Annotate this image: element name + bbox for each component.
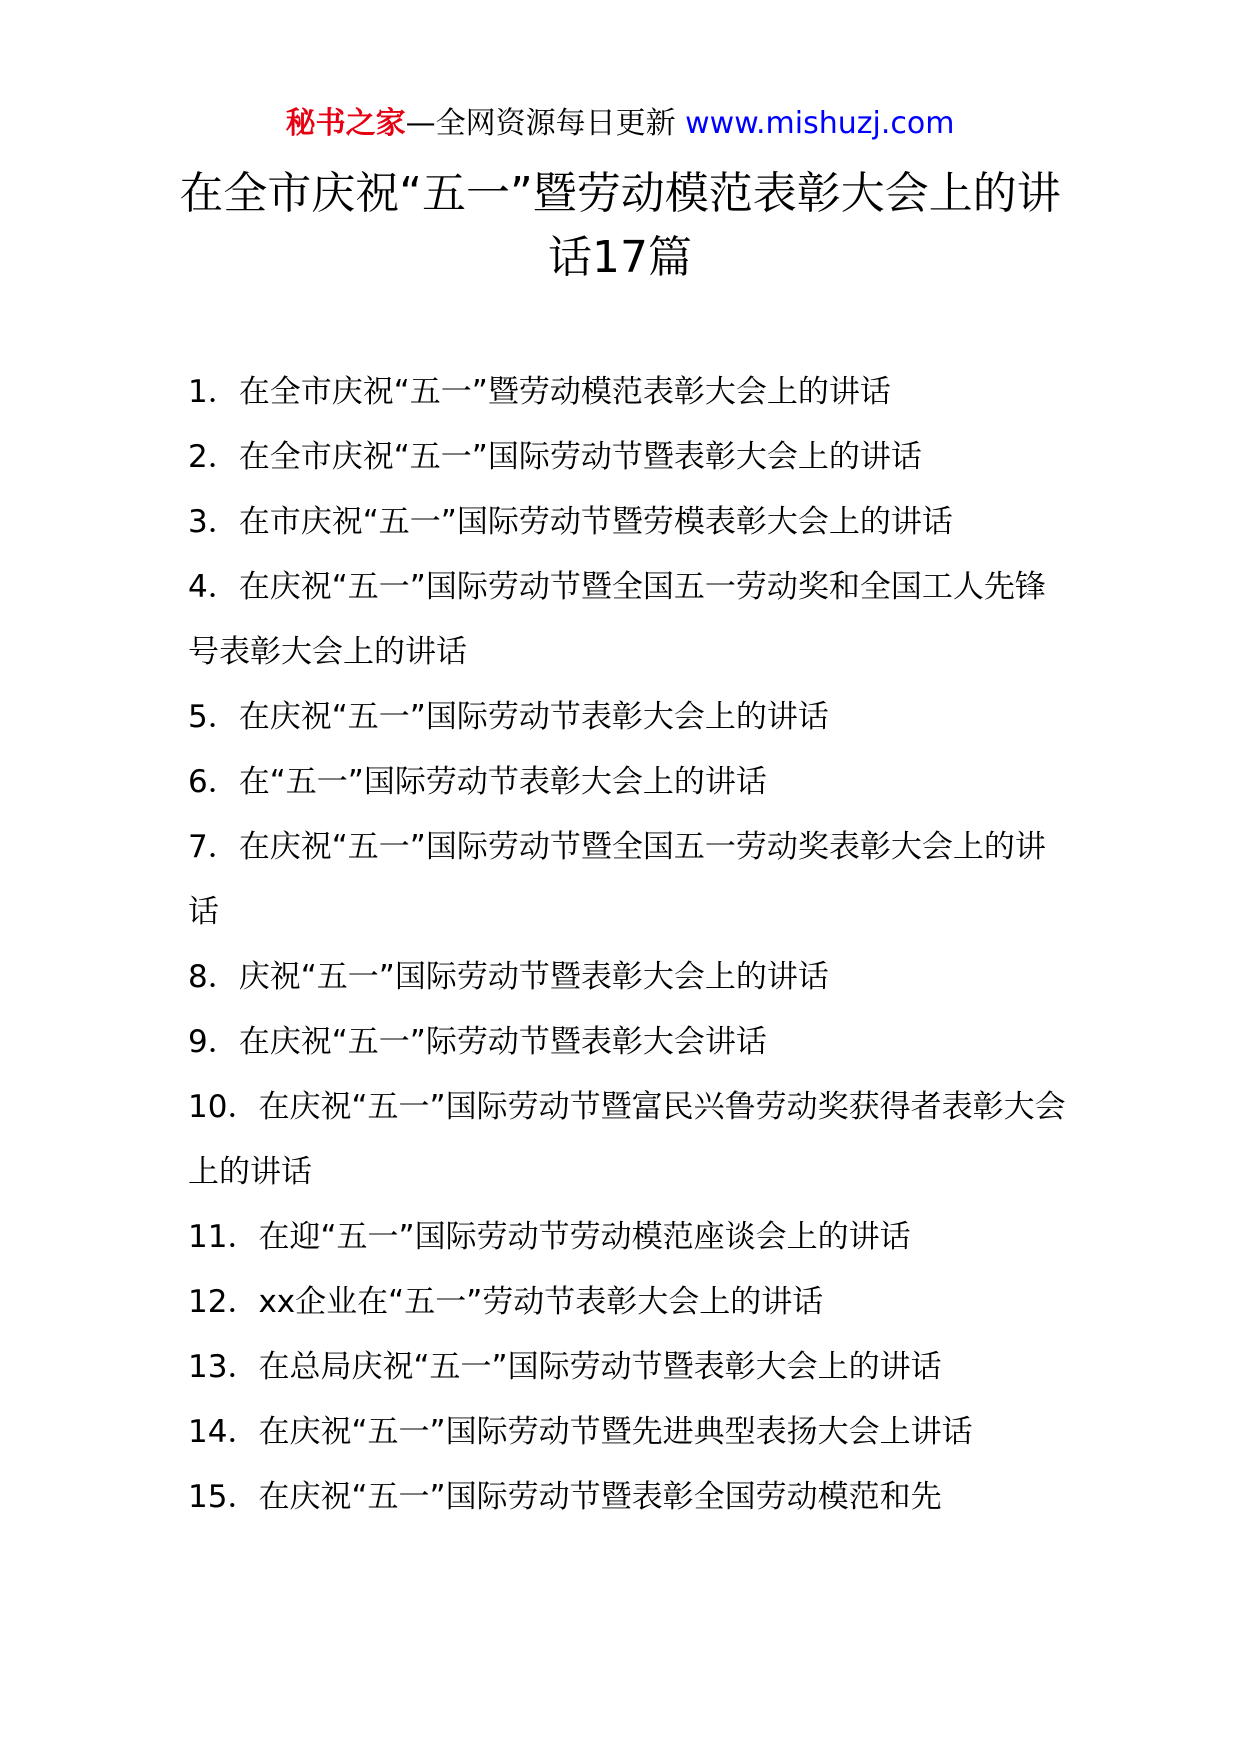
toc-item: 2．在全市庆祝“五一”国际劳动节暨表彰大会上的讲话 bbox=[188, 439, 922, 475]
toc-item: 10．在庆祝“五一”国际劳动节暨富民兴鲁劳动奖获得者表彰大会上的讲话 bbox=[188, 1089, 1066, 1190]
toc-item: 3．在市庆祝“五一”国际劳动节暨劳模表彰大会上的讲话 bbox=[188, 504, 953, 540]
toc-item: 14．在庆祝“五一”国际劳动节暨先进典型表扬大会上讲话 bbox=[188, 1414, 973, 1450]
toc-item: 6．在“五一”国际劳动节表彰大会上的讲话 bbox=[188, 764, 767, 800]
toc-item: 7．在庆祝“五一”国际劳动节暨全国五一劳动奖表彰大会上的讲话 bbox=[188, 829, 1046, 930]
table-of-contents bbox=[188, 360, 1068, 1530]
toc-item: 15．在庆祝“五一”国际劳动节暨表彰全国劳动模范和先 bbox=[188, 1479, 942, 1515]
brand-name: 秘书之家 bbox=[285, 106, 406, 141]
toc-item: 11．在迎“五一”国际劳动节劳动模范座谈会上的讲话 bbox=[188, 1219, 911, 1255]
site-url[interactable]: www.mishuzj.com bbox=[685, 106, 955, 141]
toc-item: 5．在庆祝“五一”国际劳动节表彰大会上的讲话 bbox=[188, 699, 829, 735]
toc-item: 4．在庆祝“五一”国际劳动节暨全国五一劳动奖和全国工人先锋号表彰大会上的讲话 bbox=[188, 569, 1046, 670]
document-title: 在全市庆祝“五一”暨劳动模范表彰大会上的讲话17篇 bbox=[179, 168, 1061, 283]
toc-item: 9．在庆祝“五一”际劳动节暨表彰大会讲话 bbox=[188, 1024, 767, 1060]
header-tagline: —全网资源每日更新 bbox=[405, 106, 686, 141]
site-header bbox=[0, 102, 1240, 146]
toc-item: 12．xx企业在“五一”劳动节表彰大会上的讲话 bbox=[188, 1284, 824, 1320]
toc-item: 1．在全市庆祝“五一”暨劳动模范表彰大会上的讲话 bbox=[188, 374, 891, 410]
toc-item: 8．庆祝“五一”国际劳动节暨表彰大会上的讲话 bbox=[188, 959, 829, 995]
toc-item: 13．在总局庆祝“五一”国际劳动节暨表彰大会上的讲话 bbox=[188, 1349, 942, 1385]
